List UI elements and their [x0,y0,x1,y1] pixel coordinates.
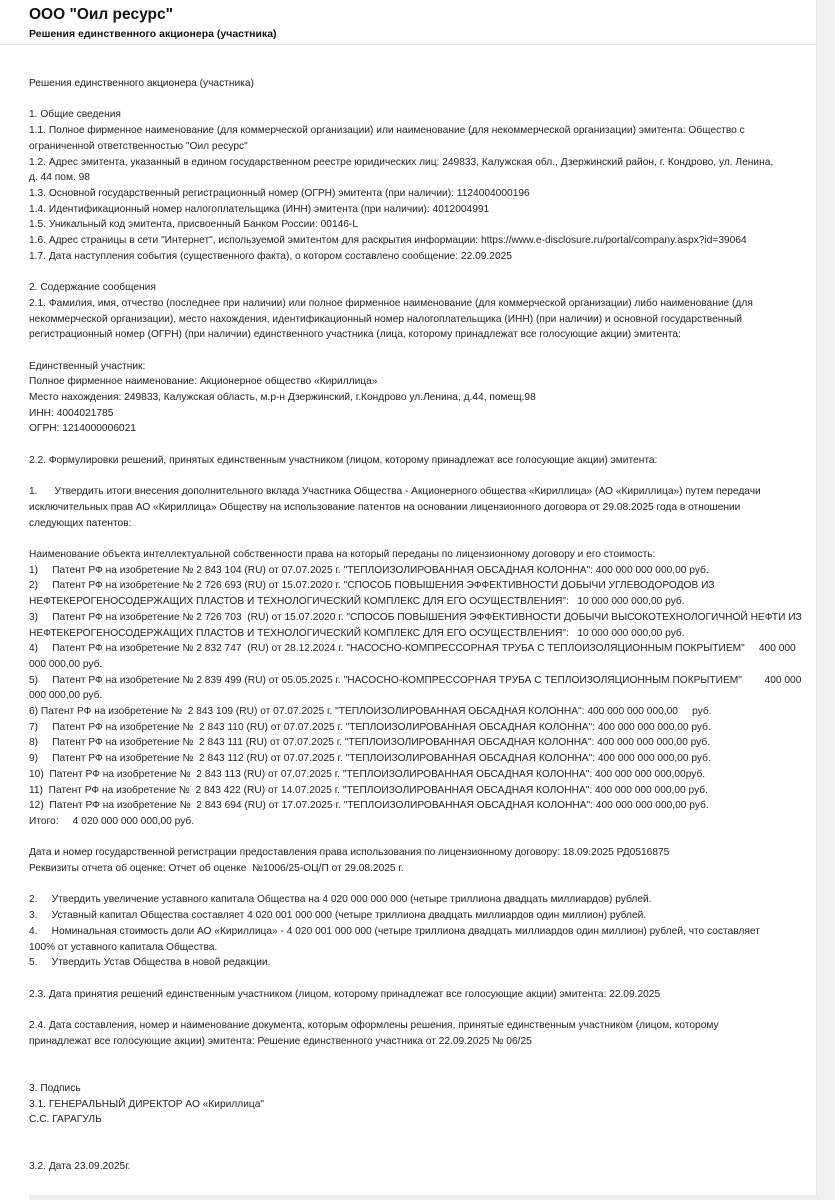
section-1-line: д. 44 пом. 98 [29,172,90,184]
patent-list-line: 10) Патент РФ на изобретение № 2 843 113 (RU) от 07.07.2025 г. "ТЕПЛОИЗОЛИРОВАННАЯ ОБСАДНАЯ КОЛОННА": 400 000 000 000,00руб. [29,768,706,780]
patent-list-line: 000 000,00 руб. [29,658,103,670]
document-body [29,76,804,1175]
document-header [0,0,817,45]
patent-list-line: 3) Патент РФ на изобретение № 2 726 703 (RU) от 15.07.2020 г. "СПОСОБ ПОВЫШЕНИЯ ЭФФЕКТИВНОСТИ ДОБЫЧИ ВЫСОКОТЕХНОЛОГИЧНОЙ НЕФТИ ИЗ [29,611,802,623]
patent-list-line: 5) Патент РФ на изобретение № 2 839 499 (RU) от 05.05.2025 г. "НАСОСНО-КОМПРЕССОРНАЯ ТРУБА С ТЕПЛОИЗОЛЯЦИОННЫМ ПОКРЫТИЕМ" 400 000 [29,674,802,686]
section-1-line: 1.6. Адрес страницы в сети "Интернет", используемой эмитентом для раскрытия информации: https://www.e-disclosure.ru/portal/company.aspx?id=39064 [29,235,747,247]
paragraph-2-1-line: некоммерческой организации), место нахождения, идентификационный номер налогоплательщика (ИНН) (при наличии) и основной государственный [29,313,742,325]
footer-bar [29,1195,819,1200]
participant-line: Полное фирменное наименование: Акционерное общество «Кириллица» [29,376,378,388]
participant-line: Место нахождения: 249833, Калужская область, м.р-н Дзержинский, г.Кондрово ул.Ленина, д.44, помещ.98 [29,392,536,404]
document-title: Решения единственного акционера (участника) [29,78,254,89]
paragraph-2-4-line: принадлежат все голосующие акции) эмитента: Решение единственного участника от 22.09.2025 № 06/25 [29,1035,532,1047]
patent-list-line: 9) Патент РФ на изобретение № 2 843 112 (RU) от 07.07.2025 г. "ТЕПЛОИЗОЛИРОВАННАЯ ОБСАДНАЯ КОЛОННА": 400 000 000 000,00 руб. [29,753,711,765]
decision-line: 100% от уставного капитала Общества. [29,941,218,953]
paragraph-2-4-line: 2.4. Дата составления, номер и наименование документа, которым оформлены решения, принятые единственным участником (лицом, которому [29,1020,719,1032]
decision-line: 4. Номинальная стоимость доли АО «Кириллица» - 4 020 001 000 000 (четыре триллиона двадцать миллиардов один миллион) рублей, что составляет [29,925,760,937]
section-1-line: 1.5. Уникальный код эмитента, присвоенный Банком России: 00146-L [29,219,358,231]
registration-line: Дата и номер государственной регистрации предоставления права использования по лицензионному договору: 18.09.2025 РД0516875 [29,847,670,859]
decision-line: 2. Утвердить увеличение уставного капитала Общества на 4 020 000 000 000 (четыре триллиона двадцать миллиардов) рублей. [29,894,652,906]
decision-line: 3. Уставный капитал Общества составляет 4 020 001 000 000 (четыре триллиона двадцать миллиардов один миллион) рублей. [29,910,647,922]
signature-line: С.С. ГАРАГУЛЬ [29,1114,102,1126]
section-1-line: 1.3. Основной государственный регистрационный номер (ОГРН) эмитента (при наличии): 1124004000196 [29,187,530,199]
patent-list-line: 11) Патент РФ на изобретение № 2 843 422 (RU) от 14.07.2025 г. "ТЕПЛОИЗОЛИРОВАННАЯ ОБСАДНАЯ КОЛОННА": 400 000 000 000,00 руб. [29,784,708,796]
patent-list-line: НЕФТЕКЕРОГЕНОСОДЕРЖАЩИХ ПЛАСТОВ И ТЕХНОЛОГИЧЕСКИЙ КОМПЛЕКС ДЛЯ ЕГО ОСУЩЕСТВЛЕНИЯ": 10 000 000 000,00 руб. [29,596,685,608]
vertical-scrollbar[interactable] [816,0,835,1200]
patent-list-line: 000 000,00 руб. [29,690,103,702]
paragraph-2-3: 2.3. Дата принятия решений единственным участником (лицом, которому принадлежат все голосующие акции) эмитента: 22.09.2025 [29,988,661,1000]
paragraph-2-1-line: 2.1. Фамилия, имя, отчество (последнее при наличии) или полное фирменное наименование (для коммерческой организации) либо наименование (для [29,297,753,309]
decision-1-line: 1. Утвердить итоги внесения дополнительного вклада Участника Общества - Акционерного общества «Кириллица» (АО «Кириллица») путем передачи [29,486,761,498]
patent-list-line: 12) Патент РФ на изобретение № 2 843 694 (RU) от 17.07.2025 г. "ТЕПЛОИЗОЛИРОВАННАЯ ОБСАДНАЯ КОЛОННА": 400 000 000 000,00 руб. [29,800,709,812]
participant-line: Единственный участник: [29,360,146,372]
paragraph-2-1-line: регистрационный номер (ОГРН) (при наличии) единственного участника (лица, которому принадлежат все голосующие акции) эмитента: [29,329,681,341]
section-1-heading: 1. Общие сведения [29,109,121,121]
company-name: ООО "Оил ресурс" [29,6,173,23]
section-1-line: 1.1. Полное фирменное наименование (для коммерческой организации) или наименование (для некоммерческой организации) эмитента: Общество с [29,125,745,137]
section-1-line: 1.4. Идентификационный номер налогоплательщика (ИНН) эмитента (при наличии): 4012004991 [29,203,490,215]
patent-list-line: 4) Патент РФ на изобретение № 2 832 747 (RU) от 28.12.2024 г. "НАСОСНО-КОМПРЕССОРНАЯ ТРУБА С ТЕПЛОИЗОЛЯЦИОННЫМ ПОКРЫТИЕМ" 400 000 [29,643,796,655]
section-3-heading: 3. Подпись [29,1082,81,1094]
paragraph-2-2-heading: 2.2. Формулировки решений, принятых единственным участником (лицом, которому принадлежат все голосующие акции) эмитента: [29,454,658,466]
section-2-heading: 2. Содержание сообщения [29,282,156,294]
section-1-line: ограниченной ответственностью "Оил ресурс" [29,140,248,152]
signature-line: 3.1. ГЕНЕРАЛЬНЫЙ ДИРЕКТОР АО «Кириллица" [29,1098,265,1110]
patent-list-line: НЕФТЕКЕРОГЕНОСОДЕРЖАЩИХ ПЛАСТОВ И ТЕХНОЛОГИЧЕСКИЙ КОМПЛЕКС ДЛЯ ЕГО ОСУЩЕСТВЛЕНИЯ": 10 000 000 000,00 руб. [29,627,685,639]
participant-line: ИНН: 4004021785 [29,407,114,419]
patent-list-line: Наименование объекта интеллектуальной собственности права на который переданы по лицензионному договору и его стоимость: [29,549,656,560]
patent-list-line: 6) Патент РФ на изобретение № 2 843 109 (RU) от 07.07.2025 г. "ТЕПЛОИЗОЛИРОВАННАЯ ОБСАДНАЯ КОЛОННА": 400 000 000 000,00 руб. [29,706,712,718]
decision-line: 5. Утвердить Устав Общества в новой редакции. [29,957,271,969]
document-subtitle: Решения единственного акционера (участника) [29,28,277,40]
patent-list-line: Итого: 4 020 000 000 000,00 руб. [29,815,195,827]
section-1-line: 1.7. Дата наступления события (существенного факта), о котором составлено сообщение: 22.09.2025 [29,250,512,262]
patent-list-line: 7) Патент РФ на изобретение № 2 843 110 (RU) от 07.07.2025 г. "ТЕПЛОИЗОЛИРОВАННАЯ ОБСАДНАЯ КОЛОННА": 400 000 000 000,00 руб. [29,721,711,733]
decision-1-line: следующих патентов: [29,517,132,529]
signature-date: 3.2. Дата 23.09.2025г. [29,1161,131,1173]
decision-1-line: исключительных прав АО «Кириллица» Обществу на использование патентов на основании лицензионного договора от 29.08.2025 года в отношении [29,501,741,513]
patent-list-line: 2) Патент РФ на изобретение № 2 726 693 (RU) от 15.07.2020 г. "СПОСОБ ПОВЫШЕНИЯ ЭФФЕКТИВНОСТИ ДОБЫЧИ УГЛЕВОДОРОДОВ ИЗ [29,580,715,592]
patent-list-line: 8) Патент РФ на изобретение № 2 843 111 (RU) от 07.07.2025 г. "ТЕПЛОИЗОЛИРОВАННАЯ ОБСАДНАЯ КОЛОННА": 400 000 000 000,00 руб. [29,737,711,749]
section-1-line: 1.2. Адрес эмитента, указанный в едином государственном реестре юридических лиц: 249833, Калужская обл., Дзержинский район, г. Кондрово, ул. Ленина, [29,156,774,168]
participant-line: ОГРН: 1214000006021 [29,423,136,435]
patent-list-line: 1) Патент РФ на изобретение № 2 843 104 (RU) от 07.07.2025 г. "ТЕПЛОИЗОЛИРОВАННАЯ ОБСАДНАЯ КОЛОННА": 400 000 000 000,00 руб. [29,564,709,576]
registration-line: Реквизиты отчета об оценке: Отчет об оценке №1006/25-ОЦ/П от 29.08.2025 г. [29,863,404,875]
